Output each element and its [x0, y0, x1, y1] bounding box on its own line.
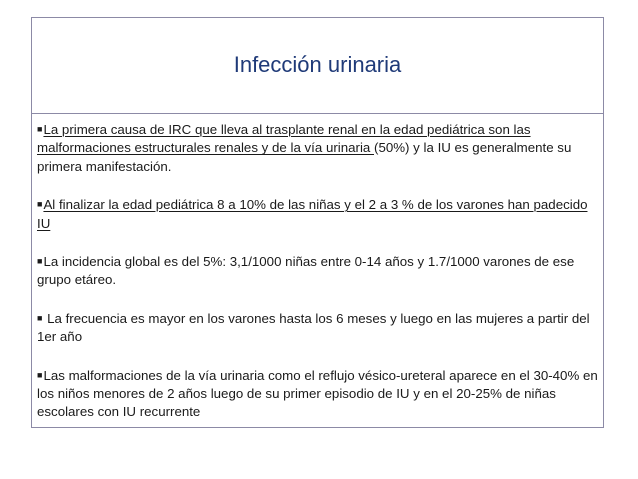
- bullet-text: (50%) y la IU es generalmente su primera manifestación.: [37, 140, 572, 174]
- bullet-underlined-text: Al finalizar la edad pediátrica 8 a 10% de las niñas y el 2 a 3 % de los varones han padecido IU: [37, 197, 588, 231]
- square-bullet-icon: ■: [37, 312, 43, 323]
- square-bullet-icon: ■: [37, 199, 43, 210]
- bullet-item: [37, 195, 599, 233]
- bullet-item: [37, 366, 599, 422]
- square-bullet-icon: ■: [37, 124, 43, 134]
- bullet-item: [37, 309, 599, 347]
- slide-title: Infección urinaria: [233, 52, 402, 77]
- bullet-text: La incidencia global es del 5%: 3,1/1000 niñas entre 0-14 años y 1.7/1000 varones de ese grupo etáreo.: [37, 254, 575, 288]
- bullet-item: [37, 120, 599, 176]
- bullet-text: Las malformaciones de la vía urinaria como el reflujo vésico-ureteral aparece en el 30-40% en los niños menores de 2 años luego de su primer episodio de IU y en el 20-25% de niñas escolares con IU recurrente: [37, 367, 598, 420]
- bullet-list: [37, 120, 599, 422]
- bullet-item: [37, 252, 599, 290]
- title-divider: [32, 113, 603, 114]
- square-bullet-icon: ■: [37, 369, 43, 380]
- bullet-underlined-text: La primera causa de IRC que lleva al trasplante renal en la edad pediátrica son las malformaciones estructurales renales y de la vía urinaria: [37, 122, 531, 156]
- slide-frame: [31, 17, 604, 428]
- bullet-text: La frecuencia es mayor en los varones hasta los 6 meses y luego en las mujeres a partir del 1er año: [37, 310, 590, 345]
- square-bullet-icon: ■: [37, 256, 43, 267]
